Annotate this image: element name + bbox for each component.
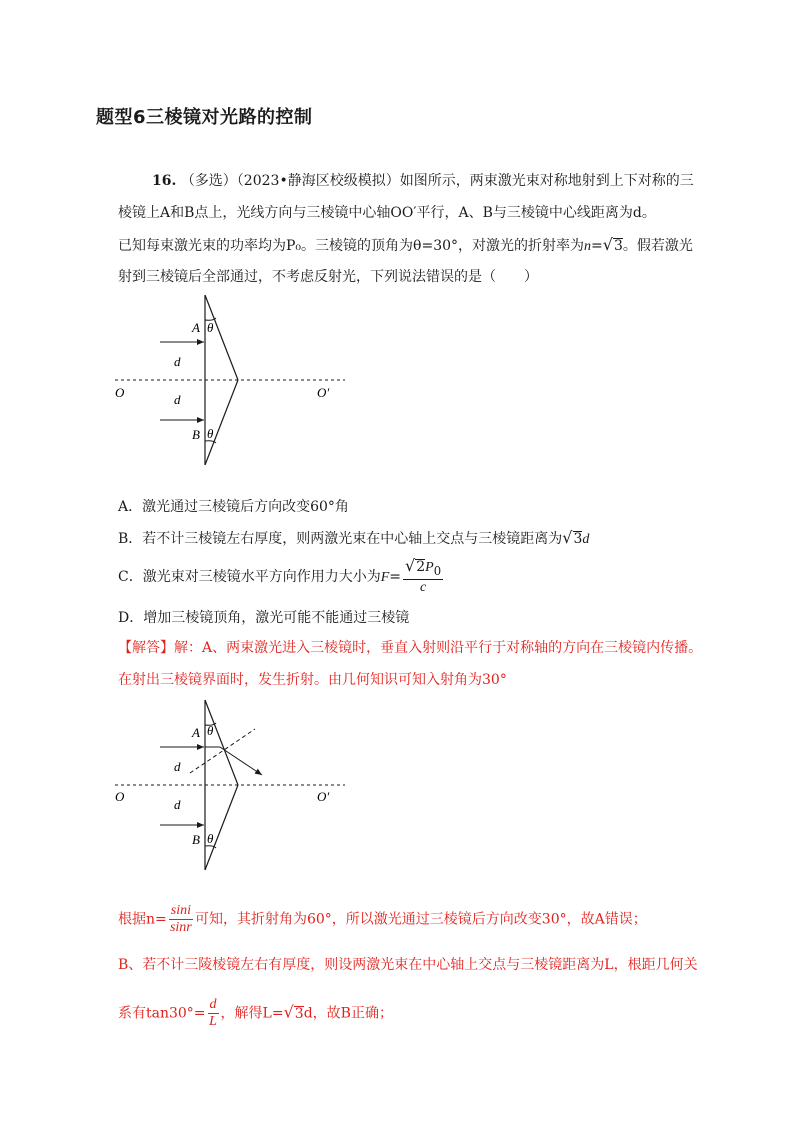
point-a-label: A [192,725,200,740]
answer-text-5c: d，故B正确； [303,1005,393,1022]
question-stem-3a: 已知每束激光束的功率均为P₀。三棱镜的顶角为θ=30°，对激光的折射率为 [118,238,585,254]
distance-label-bottom: d [174,797,181,812]
snell-fraction [169,903,193,936]
question-line-2: 棱镜上A和B点上，光线方向与三棱镜中心轴OO′平行，A、B与三棱镜中心线距离为d。 [118,205,656,221]
distance-label-top: d [174,759,181,774]
prism-figure-answer [110,695,350,875]
prism-upper-face [205,700,238,785]
sqrt-icon: √ [283,1002,294,1022]
answer-text-5a: 系有tan30°= [118,1005,206,1022]
point-a-label: A [192,320,200,335]
equals-sign: = [591,238,603,254]
equals-sign: = [389,568,402,585]
force-numerator [403,558,443,580]
option-c [118,558,718,596]
option-b-sqrt: 3 [573,531,583,547]
answer-line-4: B、若不计三陵棱镜左右有厚度，则设两激光束在中心轴上交点与三棱镜距离为L，根距几何关 [118,957,698,973]
distance-label-top: d [174,354,181,369]
question-number: 16. [152,173,177,189]
answer-tag: 【解答】 [118,640,174,656]
point-b-label: B [192,832,200,847]
answer-text-3b: 可知，其折射角为60°，所以激光通过三棱镜后方向改变30°，故A错误； [194,911,647,928]
option-b [118,528,718,550]
tan-denominator: L [209,1014,217,1029]
question-stem-3b: 。假若激光 [622,238,693,254]
option-a: A．激光通过三棱镜后方向改变60°角 [118,499,349,515]
snell-numerator: sini [170,903,191,918]
answer-sqrt: 3 [294,1005,304,1022]
sqrt-icon: √ [405,556,416,575]
option-b-d: d [582,532,590,547]
prism-upper-face [205,295,238,380]
prism-lower-face [205,785,238,870]
refracted-ray [220,747,262,775]
axis-o-prime-label: O′ [317,789,330,804]
tan-numerator: d [209,997,217,1012]
sqrt-icon: √ [562,528,573,547]
axis-o-label: O [115,789,125,804]
axis-o-prime-label: O′ [317,385,330,400]
distance-label-bottom: d [174,392,181,407]
answer-text-5b: ，解得L= [220,1005,284,1022]
axis-o-label: O [115,385,125,400]
answer-text-1: 解：A、两束激光进入三棱镜时，垂直入射则沿平行于对称轴的方向在三棱镜内传播。 [174,640,703,656]
prism-figure-question [110,290,350,470]
sqrt-icon: √ [602,235,613,254]
section-heading: 题型6三棱镜对光路的控制 [96,107,313,128]
theta-label-bottom: θ [207,426,214,441]
power-subscript: 0 [433,563,442,578]
theta-label-top: θ [207,320,214,335]
force-sqrt: 2 [416,559,426,575]
force-symbol: F [380,569,390,585]
force-denominator: c [419,579,427,595]
option-c-text: C．激光束对三棱镜水平方向作用力大小为 [118,568,381,585]
prism-lower-face [205,380,238,465]
force-fraction [403,558,443,596]
power-symbol: P [425,560,434,575]
question-line-3 [118,235,718,257]
tan-fraction [208,997,219,1030]
theta-label-bottom: θ [207,831,214,846]
refractive-index-symbol: n [584,239,592,254]
theta-label-top: θ [207,723,214,738]
point-b-label: B [192,427,200,442]
question-stem-1: （多选）（2023•静海区校级模拟）如图所示，两束激光束对称地射到上下对称的三 [180,173,694,189]
answer-line-1 [118,638,718,658]
answer-line-2: 在射出三棱镜界面时，发生折射。由几何知识可知入射角为30° [118,672,507,688]
sqrt-value: 3 [613,238,623,254]
answer-line-5 [118,997,718,1030]
question-line-4: 射到三棱镜后全部通过，不考虑反射光，下列说法错误的是（ ） [118,269,538,285]
question-line-1 [152,171,752,191]
option-d: D．增加三棱镜顶角，激光可能不能通过三棱镜 [118,610,410,626]
answer-text-3a: 根据n= [118,911,167,928]
option-b-text: B．若不计三棱镜左右厚度，则两激光束在中心轴上交点与三棱镜距离为 [118,531,563,547]
answer-line-3 [118,903,718,936]
snell-denominator: sinr [169,920,192,935]
